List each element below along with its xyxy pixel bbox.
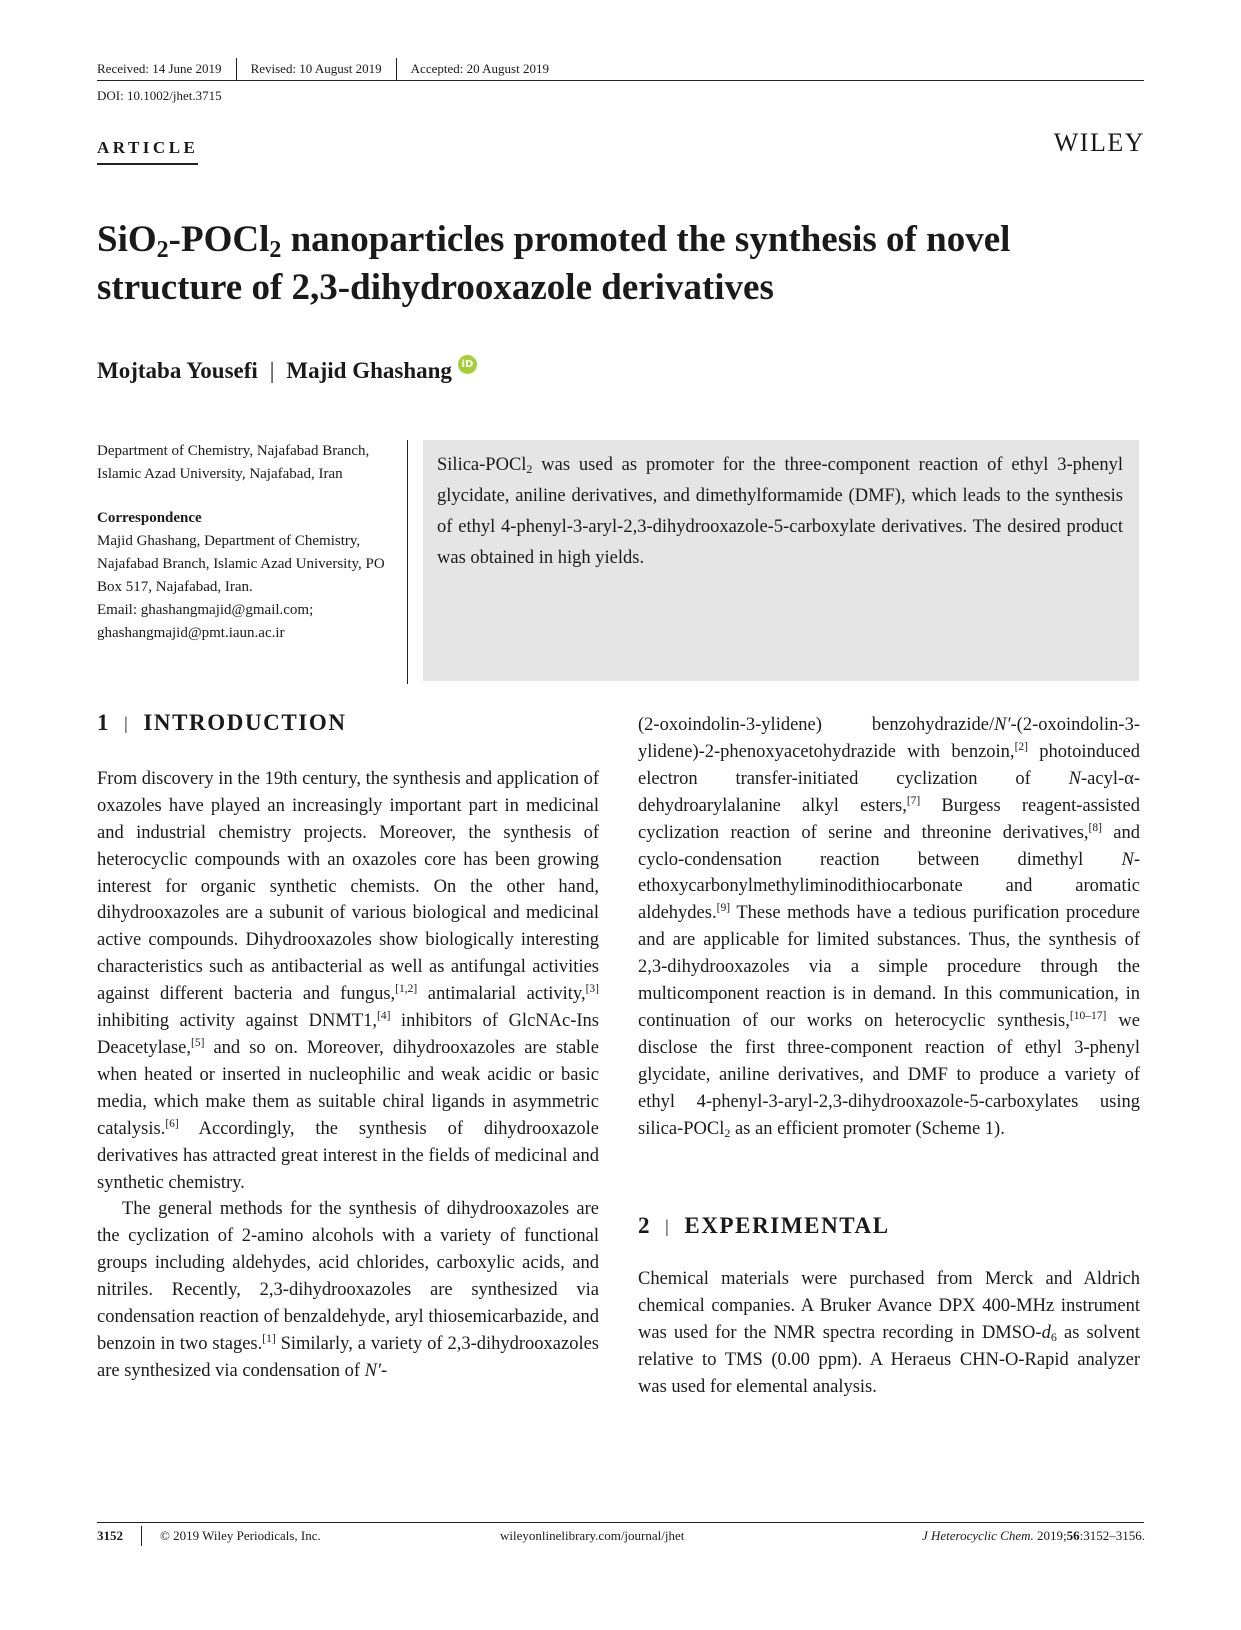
citation[interactable]: [1,2]: [395, 983, 418, 996]
header-rule: [97, 80, 1144, 81]
divider: [236, 58, 237, 80]
section-separator: |: [665, 1215, 671, 1236]
italic-text: N′: [994, 715, 1011, 735]
subscript: 2: [724, 1125, 731, 1140]
revised-date: Revised: 10 August 2019: [250, 61, 382, 76]
email-link[interactable]: ghashangmajid@pmt.iaun.ac.ir: [97, 625, 285, 641]
text: Burgess reagent-assisted cyclization reaction of serine and threonine derivatives,: [638, 795, 1140, 843]
author-name[interactable]: Majid Ghashang: [286, 358, 452, 383]
text: and so on. Moreover, dihydrooxazoles are stable when heated or inserted in nucleophilic and weak acidic or basic media, which make them as suitable chiral ligands in asymmetric catalysis.: [97, 1037, 599, 1139]
title-part: SiO: [97, 219, 157, 260]
journal-pages: :3152–3156.: [1079, 1528, 1145, 1543]
text: -ethoxycarbonylmethyliminodithiocarbonate and aromatic aldehydes.: [638, 849, 1140, 924]
text: photoinduced electron transfer-initiated cyclization of: [638, 741, 1140, 789]
paragraph: [638, 712, 1140, 1143]
divider: [141, 1526, 142, 1546]
section-number: 2: [638, 1212, 652, 1238]
title-subscript: 2: [269, 237, 282, 263]
author-list: [97, 358, 477, 384]
abstract-box: [423, 440, 1139, 681]
citation[interactable]: [3]: [585, 983, 599, 996]
correspondence-heading: Correspondence: [97, 510, 202, 526]
doi[interactable]: DOI: 10.1002/jhet.3715: [97, 88, 222, 103]
orcid-icon[interactable]: iD: [458, 355, 477, 374]
text: antimalarial activity,: [417, 984, 586, 1005]
text: inhibitors of GlcNAc-Ins Deacetylase,: [97, 1011, 599, 1058]
text: as an efficient promoter (Scheme 1).: [730, 1118, 1005, 1139]
text: From discovery in the 19th century, the synthesis and application of oxazoles have played an increasingly important part in medicinal and industrial chemistry projects. Moreover, the synthesis of heterocyclic compounds with an oxazoles core has been growing interest for organic synthetic chemists. On the other hand, dihydrooxazoles are a subunit of various biological and medicinal active compounds. Dihydrooxazoles show biologically interesting characteristics such as antibacterial as well as antifungal activities against different bacteria and fungus,: [97, 768, 599, 1005]
section-heading: [638, 1213, 1140, 1240]
paper-title: [97, 216, 1157, 312]
journal-url[interactable]: wileyonlinelibrary.com/journal/jhet: [500, 1528, 685, 1543]
text: -acyl-α-dehydroarylalanine alkyl esters,: [638, 768, 1140, 816]
italic-text: N′: [364, 1360, 382, 1381]
page-number: 3152: [97, 1528, 123, 1543]
publisher-logo: WILEY: [1053, 128, 1145, 157]
text: -: [381, 1360, 388, 1381]
text: (2-oxoindolin-3-ylidene) benzohydrazide/: [638, 715, 995, 735]
text: inhibiting activity against DNMT1,: [97, 1011, 377, 1032]
left-column: [97, 710, 599, 1385]
title-part: nanoparticles promoted the synthesis of novel structure of 2,3-dihydrooxazole derivatives: [97, 219, 1011, 308]
correspondence-text: Majid Ghashang, Department of Chemistry, Najafabad Branch, Islamic Azad University, PO Box 517, Najafabad, Iran.: [97, 533, 385, 595]
paragraph: [97, 1196, 599, 1384]
article-dates: [97, 58, 549, 80]
text: Similarly, a variety of 2,3-dihydrooxazoles are synthesized via condensation of: [97, 1333, 600, 1381]
abstract-text: Silica-POCl: [437, 455, 527, 475]
citation[interactable]: [10–17]: [1069, 1009, 1107, 1022]
section-number: 1: [97, 710, 111, 735]
author-separator: |: [269, 358, 275, 383]
citation[interactable]: [6]: [165, 1117, 179, 1130]
section-title: EXPERIMENTAL: [684, 1212, 890, 1238]
journal-name: J Heterocyclic Chem.: [921, 1528, 1034, 1543]
paragraph: [638, 1266, 1140, 1401]
text: Accordingly, the synthesis of dihydrooxazole derivatives has attracted great interest in the fields of medicinal and synthetic chemistry.: [97, 1118, 599, 1193]
italic-text: N: [1068, 768, 1081, 789]
section-heading: [97, 710, 599, 737]
subscript: 6: [1050, 1330, 1057, 1345]
italic-text: N: [1121, 849, 1134, 870]
copyright: © 2019 Wiley Periodicals, Inc.: [160, 1528, 321, 1543]
email-link[interactable]: Email: ghashangmajid@gmail.com;: [97, 602, 314, 618]
right-column: [638, 712, 1140, 1401]
citation[interactable]: [8]: [1088, 821, 1102, 834]
text: and cyclo-condensation reaction between dimethyl: [638, 822, 1140, 870]
journal-year: 2019;: [1033, 1528, 1067, 1543]
citation[interactable]: [7]: [906, 794, 921, 807]
paragraph: [97, 766, 599, 1197]
subscript: 2: [526, 462, 533, 476]
italic-text: d: [1041, 1323, 1051, 1344]
department: Department of Chemistry, Najafabad Branch, Islamic Azad University, Najafabad, Iran: [97, 443, 370, 482]
affiliation-block: [97, 440, 397, 645]
footer-rule: [97, 1522, 1144, 1523]
abstract-text: was used as promoter for the three-component reaction of ethyl 3-phenyl glycidate, aniline derivatives, and dimethylformamide (DMF), which leads to the synthesis of ethyl 4-phenyl-3-aryl-2,3-dihydrooxazole-5-carboxylate derivatives. The desired product was obtained in high yields.: [437, 455, 1123, 568]
citation[interactable]: [1]: [262, 1332, 276, 1345]
section-title: INTRODUCTION: [143, 710, 347, 735]
divider: [396, 58, 397, 80]
received-date: Received: 14 June 2019: [97, 61, 222, 76]
article-label: ARTICLE: [97, 138, 198, 165]
citation[interactable]: [2]: [1014, 740, 1028, 753]
text: as solvent relative to TMS (0.00 ppm). A Heraeus CHN-O-Rapid analyzer was used for elemental analysis.: [638, 1323, 1141, 1398]
accepted-date: Accepted: 20 August 2019: [410, 61, 549, 76]
divider: [407, 440, 408, 684]
text: we disclose the first three-component reaction of ethyl 3-phenyl glycidate, aniline derivatives, and DMF to produce a variety of ethyl 4-phenyl-3-aryl-2,3-dihydrooxazole-5-carboxylates using silica-POCl: [638, 1010, 1140, 1139]
title-subscript: 2: [156, 237, 169, 263]
text: Chemical materials were purchased from Merck and Aldrich chemical companies. A Bruker Avance DPX 400-MHz instrument was used for the NMR spectra recording in DMSO-: [638, 1269, 1140, 1344]
citation-info: [922, 1528, 1145, 1544]
section-separator: |: [124, 713, 130, 733]
author-name[interactable]: Mojtaba Yousefi: [97, 358, 258, 383]
text: -(2-oxoindolin-3-ylidene)-2-phenoxyacetohydrazide with benzoin,: [638, 715, 1140, 762]
citation[interactable]: [4]: [377, 1010, 391, 1023]
citation[interactable]: [5]: [190, 1036, 205, 1049]
text: The general methods for the synthesis of dihydrooxazoles are the cyclization of 2-amino alcohols with a variety of functional groups including aldehydes, acid chlorides, carboxylic acids, and nitriles. Recently, 2,3-dihydrooxazoles are synthesized via condensation reaction of benzaldehyde, aryl thiosemicarbazide, and benzoin in two stages.: [97, 1199, 599, 1354]
title-part: -POCl: [168, 219, 270, 260]
citation[interactable]: [9]: [716, 902, 731, 915]
journal-volume: 56: [1066, 1528, 1080, 1543]
text: These methods have a tedious purification procedure and are applicable for limited substances. Thus, the synthesis of 2,3-dihydrooxazoles via a simple procedure through the multicomponent reaction is in demand. In this communication, in continuation of our works on heterocyclic synthesis,: [638, 903, 1140, 1031]
